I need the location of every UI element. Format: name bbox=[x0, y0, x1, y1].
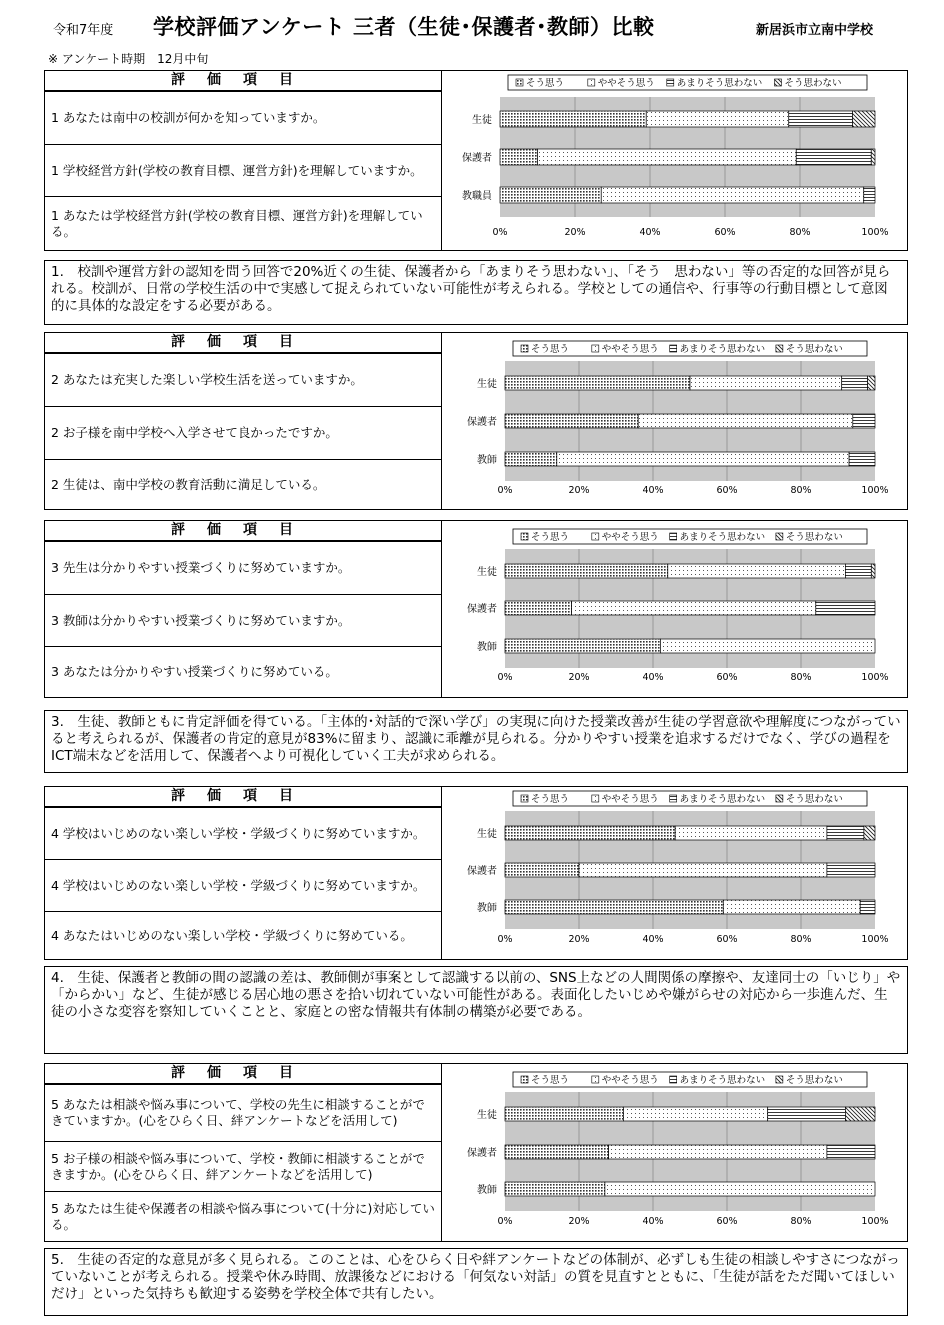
bar-segment bbox=[845, 1107, 875, 1121]
bar-segment bbox=[868, 376, 875, 390]
x-tick-label: 0% bbox=[497, 1216, 513, 1227]
legend-label: そう思う bbox=[526, 78, 565, 89]
category-label: 保護者 bbox=[467, 866, 497, 877]
legend-swatch bbox=[592, 533, 599, 540]
x-tick-label: 100% bbox=[861, 485, 889, 496]
question-row bbox=[45, 541, 441, 594]
bar-segment bbox=[609, 1145, 827, 1159]
x-tick-label: 60% bbox=[716, 672, 738, 683]
bar-segment bbox=[842, 376, 868, 390]
question-table bbox=[44, 70, 442, 251]
bar-segment bbox=[860, 900, 875, 914]
bar-segment bbox=[660, 639, 875, 653]
legend-swatch bbox=[670, 1076, 677, 1083]
question-row bbox=[45, 1191, 441, 1241]
table-header: 評価項目 bbox=[45, 521, 441, 541]
question-text: 5 お子様の相談や悩み事について、学校・教師に相談することができますか。(心をひらく日、絆アンケートなどを活用して) bbox=[51, 1150, 425, 1182]
bar-segment bbox=[853, 414, 875, 428]
evaluation-block-5 bbox=[44, 1063, 908, 1242]
x-tick-label: 100% bbox=[861, 672, 889, 683]
legend-swatch bbox=[776, 533, 783, 540]
legend-label: ややそう思う bbox=[601, 532, 659, 543]
bar-segment bbox=[789, 111, 853, 127]
bar-segment bbox=[500, 187, 601, 203]
bar-segment bbox=[723, 900, 860, 914]
x-tick-label: 40% bbox=[642, 934, 664, 945]
x-tick-label: 0% bbox=[497, 672, 513, 683]
evaluation-block-2 bbox=[44, 332, 908, 510]
category-label: 教師 bbox=[477, 903, 497, 914]
x-tick-label: 60% bbox=[716, 485, 738, 496]
bar-segment bbox=[500, 149, 538, 165]
comment-4 bbox=[44, 966, 908, 1054]
bar-segment bbox=[505, 1182, 605, 1196]
legend-label: そう思う bbox=[531, 344, 570, 355]
comment-text: 4. 生徒、保護者と教師の間の認識の差は、教師側が事案として認識する以前の、SNS上などの人間関係の摩擦や、友達同士の「いじり」や「からかい」など、生徒が感じる居心地の悪さを拾い切れていない可能性がある。表面化したいじめや嫌がらせの対応から一歩進んだ、生徒の小さな変容を察知していくことと、家庭との密な情報共有体制の構築が必要である。 bbox=[51, 970, 901, 1020]
question-text: 1 あなたは南中の校訓が何かを知っていますか。 bbox=[51, 110, 326, 125]
category-label: 生徒 bbox=[477, 567, 497, 578]
question-table bbox=[44, 786, 442, 960]
question-text: 1 あなたは学校経営方針(学校の教育目標、運営方針)を理解している。 bbox=[51, 207, 423, 239]
category-label: 保護者 bbox=[462, 153, 492, 164]
bar-segment bbox=[572, 601, 816, 615]
question-table bbox=[44, 1063, 442, 1242]
bar-segment bbox=[871, 149, 875, 165]
comment-3 bbox=[44, 710, 908, 773]
question-text: 2 お子様を南中学校へ入学させて良かったですか。 bbox=[51, 425, 338, 440]
x-tick-label: 60% bbox=[716, 934, 738, 945]
legend-label: そう思う bbox=[531, 532, 570, 543]
legend-label: あまりそう思わない bbox=[679, 532, 766, 543]
legend-swatch bbox=[774, 79, 781, 86]
table-header: 評価項目 bbox=[45, 333, 441, 353]
evaluation-block-4 bbox=[44, 786, 908, 960]
legend-swatch bbox=[776, 345, 783, 352]
bar-segment bbox=[816, 601, 875, 615]
chart-box bbox=[442, 332, 908, 510]
legend-swatch bbox=[776, 795, 783, 802]
bar-segment bbox=[505, 601, 572, 615]
bar-segment bbox=[505, 564, 668, 578]
x-tick-label: 60% bbox=[716, 1216, 738, 1227]
legend-label: あまりそう思わない bbox=[679, 1075, 766, 1086]
question-text: 2 生徒は、南中学校の教育活動に満足している。 bbox=[51, 476, 326, 492]
category-label: 保護者 bbox=[467, 1148, 497, 1159]
chart-box bbox=[442, 70, 908, 251]
chart-box bbox=[442, 1063, 908, 1242]
bar-segment bbox=[505, 414, 638, 428]
table-header: 評価項目 bbox=[45, 71, 441, 91]
comment-text: 5. 生徒の否定的な意見が多く見られる。このことは、心をひらく日や絆アンケートなどの体制が、必ずしも生徒の相談しやすさにつながっていないことが考えられる。授業や休み時間、放課後などにおける「何気ない対話」の質を見直すとともに、「生徒が話をただ聞いてほしいだけ」といった気持ちも歓迎する姿勢を学校全体で共有したい。 bbox=[51, 1252, 900, 1302]
chart-legend bbox=[513, 341, 867, 356]
legend-swatch bbox=[521, 795, 528, 802]
legend-swatch bbox=[521, 1076, 528, 1083]
legend-swatch bbox=[670, 533, 677, 540]
legend-label: そう思う bbox=[531, 1075, 570, 1086]
question-text: 1 学校経営方針(学校の教育目標、運営方針)を理解していますか。 bbox=[51, 162, 423, 178]
x-tick-label: 80% bbox=[789, 227, 811, 238]
comment-text: 1. 校訓や運営方針の認知を問う回答で20%近くの生徒、保護者から「あまりそう思わない」、「そう 思わない」等の否定的な回答が見られる。校訓が、日常の学校生活の中で実感して捉えられていない可能性が考えられる。学校としての通信や、行事等の行動目標として意図的に具体的な設定をする必要がある。 bbox=[51, 264, 891, 314]
bar-segment bbox=[690, 376, 842, 390]
table-header: 評価項目 bbox=[45, 1064, 441, 1084]
bar-segment bbox=[864, 187, 875, 203]
legend-label: そう思わない bbox=[785, 532, 843, 543]
page-title: 学校評価アンケート 三者（生徒･保護者･教師）比較 bbox=[153, 15, 655, 39]
bar-segment bbox=[853, 111, 876, 127]
legend-swatch bbox=[516, 79, 523, 86]
question-row bbox=[45, 859, 441, 911]
x-tick-label: 100% bbox=[861, 227, 889, 238]
question-text: 3 教師は分かりやすい授業づくりに努めていますか。 bbox=[51, 612, 351, 628]
question-row bbox=[45, 646, 441, 697]
category-label: 教職員 bbox=[462, 191, 492, 202]
bar-segment bbox=[623, 1107, 767, 1121]
question-row bbox=[45, 459, 441, 509]
question-row bbox=[45, 911, 441, 959]
bar-segment bbox=[505, 826, 675, 840]
x-tick-label: 60% bbox=[714, 227, 736, 238]
x-tick-label: 100% bbox=[861, 1216, 889, 1227]
bar-segment bbox=[505, 639, 660, 653]
legend-label: あまりそう思わない bbox=[679, 794, 766, 805]
category-label: 保護者 bbox=[467, 604, 497, 615]
x-tick-label: 80% bbox=[790, 485, 812, 496]
bar-segment bbox=[505, 900, 723, 914]
legend-swatch bbox=[521, 533, 528, 540]
category-label: 生徒 bbox=[477, 829, 497, 840]
legend-swatch bbox=[592, 345, 599, 352]
x-tick-label: 20% bbox=[568, 1216, 590, 1227]
question-row bbox=[45, 594, 441, 646]
x-tick-label: 40% bbox=[642, 1216, 664, 1227]
survey-period: ※ アンケート時期 12月中旬 bbox=[48, 52, 209, 66]
fiscal-year: 令和7年度 bbox=[53, 23, 114, 38]
bar-segment bbox=[505, 1107, 623, 1121]
legend-swatch bbox=[588, 79, 595, 86]
bar-segment bbox=[646, 111, 789, 127]
bar-segment bbox=[871, 564, 875, 578]
bar-segment bbox=[557, 452, 849, 466]
legend-label: ややそう思う bbox=[601, 344, 659, 355]
x-tick-label: 40% bbox=[642, 485, 664, 496]
legend-swatch bbox=[667, 79, 674, 86]
category-label: 教師 bbox=[477, 642, 497, 653]
legend-label: そう思わない bbox=[785, 794, 843, 805]
x-tick-label: 80% bbox=[790, 672, 812, 683]
legend-swatch bbox=[521, 345, 528, 352]
legend-swatch bbox=[670, 795, 677, 802]
question-row bbox=[45, 196, 441, 250]
legend-label: ややそう思う bbox=[597, 78, 655, 89]
legend-label: そう思わない bbox=[784, 78, 842, 89]
comment-text: 3. 生徒、教師ともに肯定評価を得ている。「主体的･対話的で深い学び」の実現に向けた授業改善が生徒の学習意欲や理解度につながっていると考えられるが、保護者の肯定的意見が83%に留まり、認識に乖離が見られる。分かりやすい授業を追求するだけでなく、学びの過程をICT端末などを活用して、保護者へより可視化していく工夫が求められる。 bbox=[51, 714, 901, 764]
bar-segment bbox=[605, 1182, 875, 1196]
table-header: 評価項目 bbox=[45, 787, 441, 807]
x-tick-label: 40% bbox=[639, 227, 661, 238]
bar-segment bbox=[864, 826, 875, 840]
comment-5 bbox=[44, 1248, 908, 1316]
school-name: 新居浜市立南中学校 bbox=[756, 23, 874, 38]
question-text: 2 あなたは充実した楽しい学校生活を送っていますか。 bbox=[51, 372, 363, 387]
bar-segment bbox=[827, 826, 864, 840]
bar-segment bbox=[827, 863, 875, 877]
chart-legend bbox=[513, 1072, 867, 1087]
comment-1 bbox=[44, 260, 908, 325]
bar-segment bbox=[601, 187, 864, 203]
legend-label: ややそう思う bbox=[601, 794, 659, 805]
stacked-bar-chart bbox=[442, 521, 907, 697]
category-label: 生徒 bbox=[477, 1110, 497, 1121]
chart-legend bbox=[513, 529, 867, 544]
stacked-bar-chart bbox=[442, 787, 907, 959]
bar-segment bbox=[505, 1145, 609, 1159]
chart-legend bbox=[513, 791, 867, 806]
x-tick-label: 0% bbox=[497, 485, 513, 496]
x-tick-label: 20% bbox=[564, 227, 586, 238]
legend-label: あまりそう思わない bbox=[679, 344, 766, 355]
x-tick-label: 0% bbox=[492, 227, 508, 238]
question-text: 4 あなたはいじめのない楽しい学校・学級づくりに努めている。 bbox=[51, 927, 413, 943]
question-text: 5 あなたは生徒や保護者の相談や悩み事について(十分に)対応している。 bbox=[51, 1200, 435, 1232]
question-row bbox=[45, 91, 441, 144]
category-label: 生徒 bbox=[472, 115, 492, 126]
legend-swatch bbox=[776, 1076, 783, 1083]
legend-swatch bbox=[592, 795, 599, 802]
legend-swatch bbox=[670, 345, 677, 352]
category-label: 生徒 bbox=[477, 379, 497, 390]
legend-label: そう思う bbox=[531, 794, 570, 805]
question-row bbox=[45, 353, 441, 406]
legend-label: ややそう思う bbox=[601, 1075, 659, 1086]
bar-segment bbox=[668, 564, 846, 578]
question-row bbox=[45, 406, 441, 459]
bar-segment bbox=[579, 863, 827, 877]
category-label: 教師 bbox=[477, 455, 497, 466]
bar-segment bbox=[505, 376, 690, 390]
question-text: 3 先生は分かりやすい授業づくりに努めていますか。 bbox=[51, 560, 351, 575]
bar-segment bbox=[675, 826, 827, 840]
bar-segment bbox=[849, 452, 875, 466]
question-row bbox=[45, 1141, 441, 1191]
bar-segment bbox=[638, 414, 853, 428]
question-text: 5 あなたは相談や悩み事について、学校の先生に相談することができていますか。(心をひらく日、絆アンケートなどを活用して) bbox=[51, 1097, 425, 1128]
legend-label: そう思わない bbox=[785, 344, 843, 355]
legend-label: そう思わない bbox=[785, 1075, 843, 1086]
x-tick-label: 40% bbox=[642, 672, 664, 683]
evaluation-block-3 bbox=[44, 520, 908, 698]
x-tick-label: 20% bbox=[568, 672, 590, 683]
question-text: 3 あなたは分かりやすい授業づくりに努めている。 bbox=[51, 664, 338, 679]
x-tick-label: 80% bbox=[790, 934, 812, 945]
evaluation-block-1 bbox=[44, 70, 908, 251]
question-row bbox=[45, 1084, 441, 1141]
x-tick-label: 20% bbox=[568, 934, 590, 945]
chart-legend bbox=[508, 75, 867, 90]
bar-segment bbox=[505, 863, 579, 877]
stacked-bar-chart bbox=[442, 71, 907, 250]
bar-segment bbox=[796, 149, 871, 165]
question-text: 4 学校はいじめのない楽しい学校・学級づくりに努めていますか。 bbox=[51, 825, 426, 841]
x-tick-label: 20% bbox=[568, 485, 590, 496]
legend-swatch bbox=[592, 1076, 599, 1083]
chart-box bbox=[442, 520, 908, 698]
bar-segment bbox=[505, 452, 557, 466]
bar-segment bbox=[845, 564, 871, 578]
question-row bbox=[45, 144, 441, 196]
x-tick-label: 80% bbox=[790, 1216, 812, 1227]
question-row bbox=[45, 807, 441, 859]
category-label: 保護者 bbox=[467, 417, 497, 428]
legend-label: あまりそう思わない bbox=[676, 78, 763, 89]
chart-box bbox=[442, 786, 908, 960]
bar-segment bbox=[768, 1107, 846, 1121]
question-text: 4 学校はいじめのない楽しい学校・学級づくりに努めていますか。 bbox=[51, 877, 426, 893]
stacked-bar-chart bbox=[442, 333, 907, 509]
bar-segment bbox=[827, 1145, 875, 1159]
question-table bbox=[44, 332, 442, 510]
question-table bbox=[44, 520, 442, 698]
category-label: 教師 bbox=[477, 1185, 497, 1196]
x-tick-label: 100% bbox=[861, 934, 889, 945]
bar-segment bbox=[500, 111, 646, 127]
stacked-bar-chart bbox=[442, 1064, 907, 1241]
bar-segment bbox=[538, 149, 797, 165]
x-tick-label: 0% bbox=[497, 934, 513, 945]
